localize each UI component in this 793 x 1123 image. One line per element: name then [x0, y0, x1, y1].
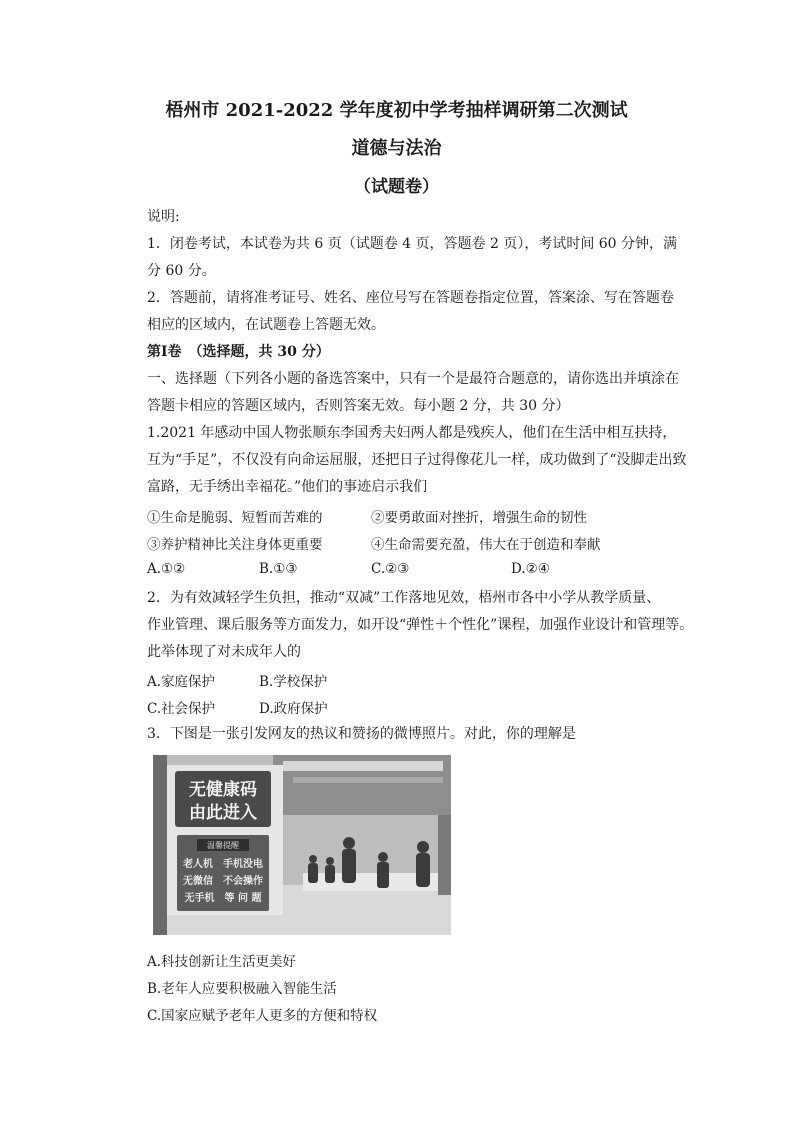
q3-option-b: B.老年人应要积极融入智能生活: [147, 981, 337, 997]
photo-sign-line-1: 无健康码: [189, 780, 257, 800]
section-intro-line-1: 一、选择题（下列各小题的备选答案中，只有一个是最符合题意的，请你选出并填涂在: [147, 371, 679, 387]
q1-option-c: C.②③: [371, 561, 410, 577]
exam-title: 梧州市 2021-2022 学年度初中学考抽样调研第二次测试: [165, 100, 628, 121]
q3-stem-line-1: 3．下图是一张引发网友的热议和赞扬的微博照片。对此，你的理解是: [147, 726, 576, 742]
paper-type: （试题卷）: [354, 177, 439, 197]
q1-option-a: A.①②: [147, 561, 186, 577]
photo-notice-row-3: 无手机 等 问 题: [184, 893, 262, 904]
q1-stem-line-1: 1.2021 年感动中国人物张顺东李国秀夫妇两人都是残疾人，他们在生活中相互扶持，: [147, 425, 677, 441]
weibo-photo-illustration: [153, 755, 451, 935]
q2-stem-line-2: 作业管理、课后服务等方面发力，如开设“弹性＋个性化”课程，加强作业设计和管理等。: [147, 617, 694, 633]
q1-stem-line-3: 富路，无手绣出幸福花。”他们的事迹启示我们: [147, 479, 428, 495]
q2-option-c: C.社会保护: [147, 701, 216, 717]
instruction-2-line-1: 2．答题前，请将准考证号、姓名、座位号写在答题卷指定位置，答案涂、写在答题卷: [147, 290, 674, 306]
instruction-2-line-2: 相应的区域内，在试题卷上答题无效。: [147, 317, 385, 333]
q2-option-a: A.家庭保护: [147, 674, 216, 690]
photo-notice-row-1: 老人机 手机没电: [183, 859, 263, 870]
q1-stem-line-2: 互为“手足”，不仅没有向命运屈服，还把日子过得像花儿一样，成功做到了“没脚走出致: [147, 452, 687, 468]
section-intro-line-2: 答题卡相应的答题区域内，否则答案无效。每小题 2 分，共 30 分）: [147, 398, 570, 414]
q2-stem-line-1: 2．为有效减轻学生负担，推动“双减”工作落地见效，梧州市各中小学从教学质量、: [147, 590, 661, 606]
q1-statement-2: ②要勇敢面对挫折，增强生命的韧性: [371, 510, 587, 526]
q1-option-d: D.②④: [511, 561, 550, 577]
photo-notice-row-2: 无微信 不会操作: [183, 876, 263, 887]
q1-option-b: B.①③: [259, 561, 298, 577]
q2-option-d: D.政府保护: [259, 701, 328, 717]
q3-option-c: C.国家应赋予老年人更多的方便和特权: [147, 1008, 378, 1024]
instruction-1-line-2: 分 60 分。: [147, 263, 216, 279]
weibo-photo: [153, 755, 451, 935]
instruction-1-line-1: 1．闭卷考试，本试卷为共 6 页（试题卷 4 页，答题卷 2 页），考试时间 60 分钟，满: [147, 236, 678, 252]
photo-sign-line-2: 由此进入: [189, 803, 257, 823]
q1-statement-3: ③养护精神比关注身体更重要: [147, 537, 323, 553]
section-heading: 第Ⅰ卷 （选择题，共 30 分）: [147, 344, 330, 360]
q2-stem-line-3: 此举体现了对未成年人的: [147, 644, 301, 660]
q3-option-a: A.科技创新让生活更美好: [147, 954, 297, 970]
q2-option-b: B.学校保护: [259, 674, 328, 690]
q1-statement-1: ①生命是脆弱、短暂而苦难的: [147, 510, 323, 526]
subject-title: 道德与法治: [351, 138, 442, 159]
photo-notice-title: 温馨提醒: [207, 841, 239, 850]
q1-statement-4: ④生命需要充盈，伟大在于创造和奉献: [371, 537, 601, 553]
instructions-heading: 说明:: [147, 209, 180, 225]
